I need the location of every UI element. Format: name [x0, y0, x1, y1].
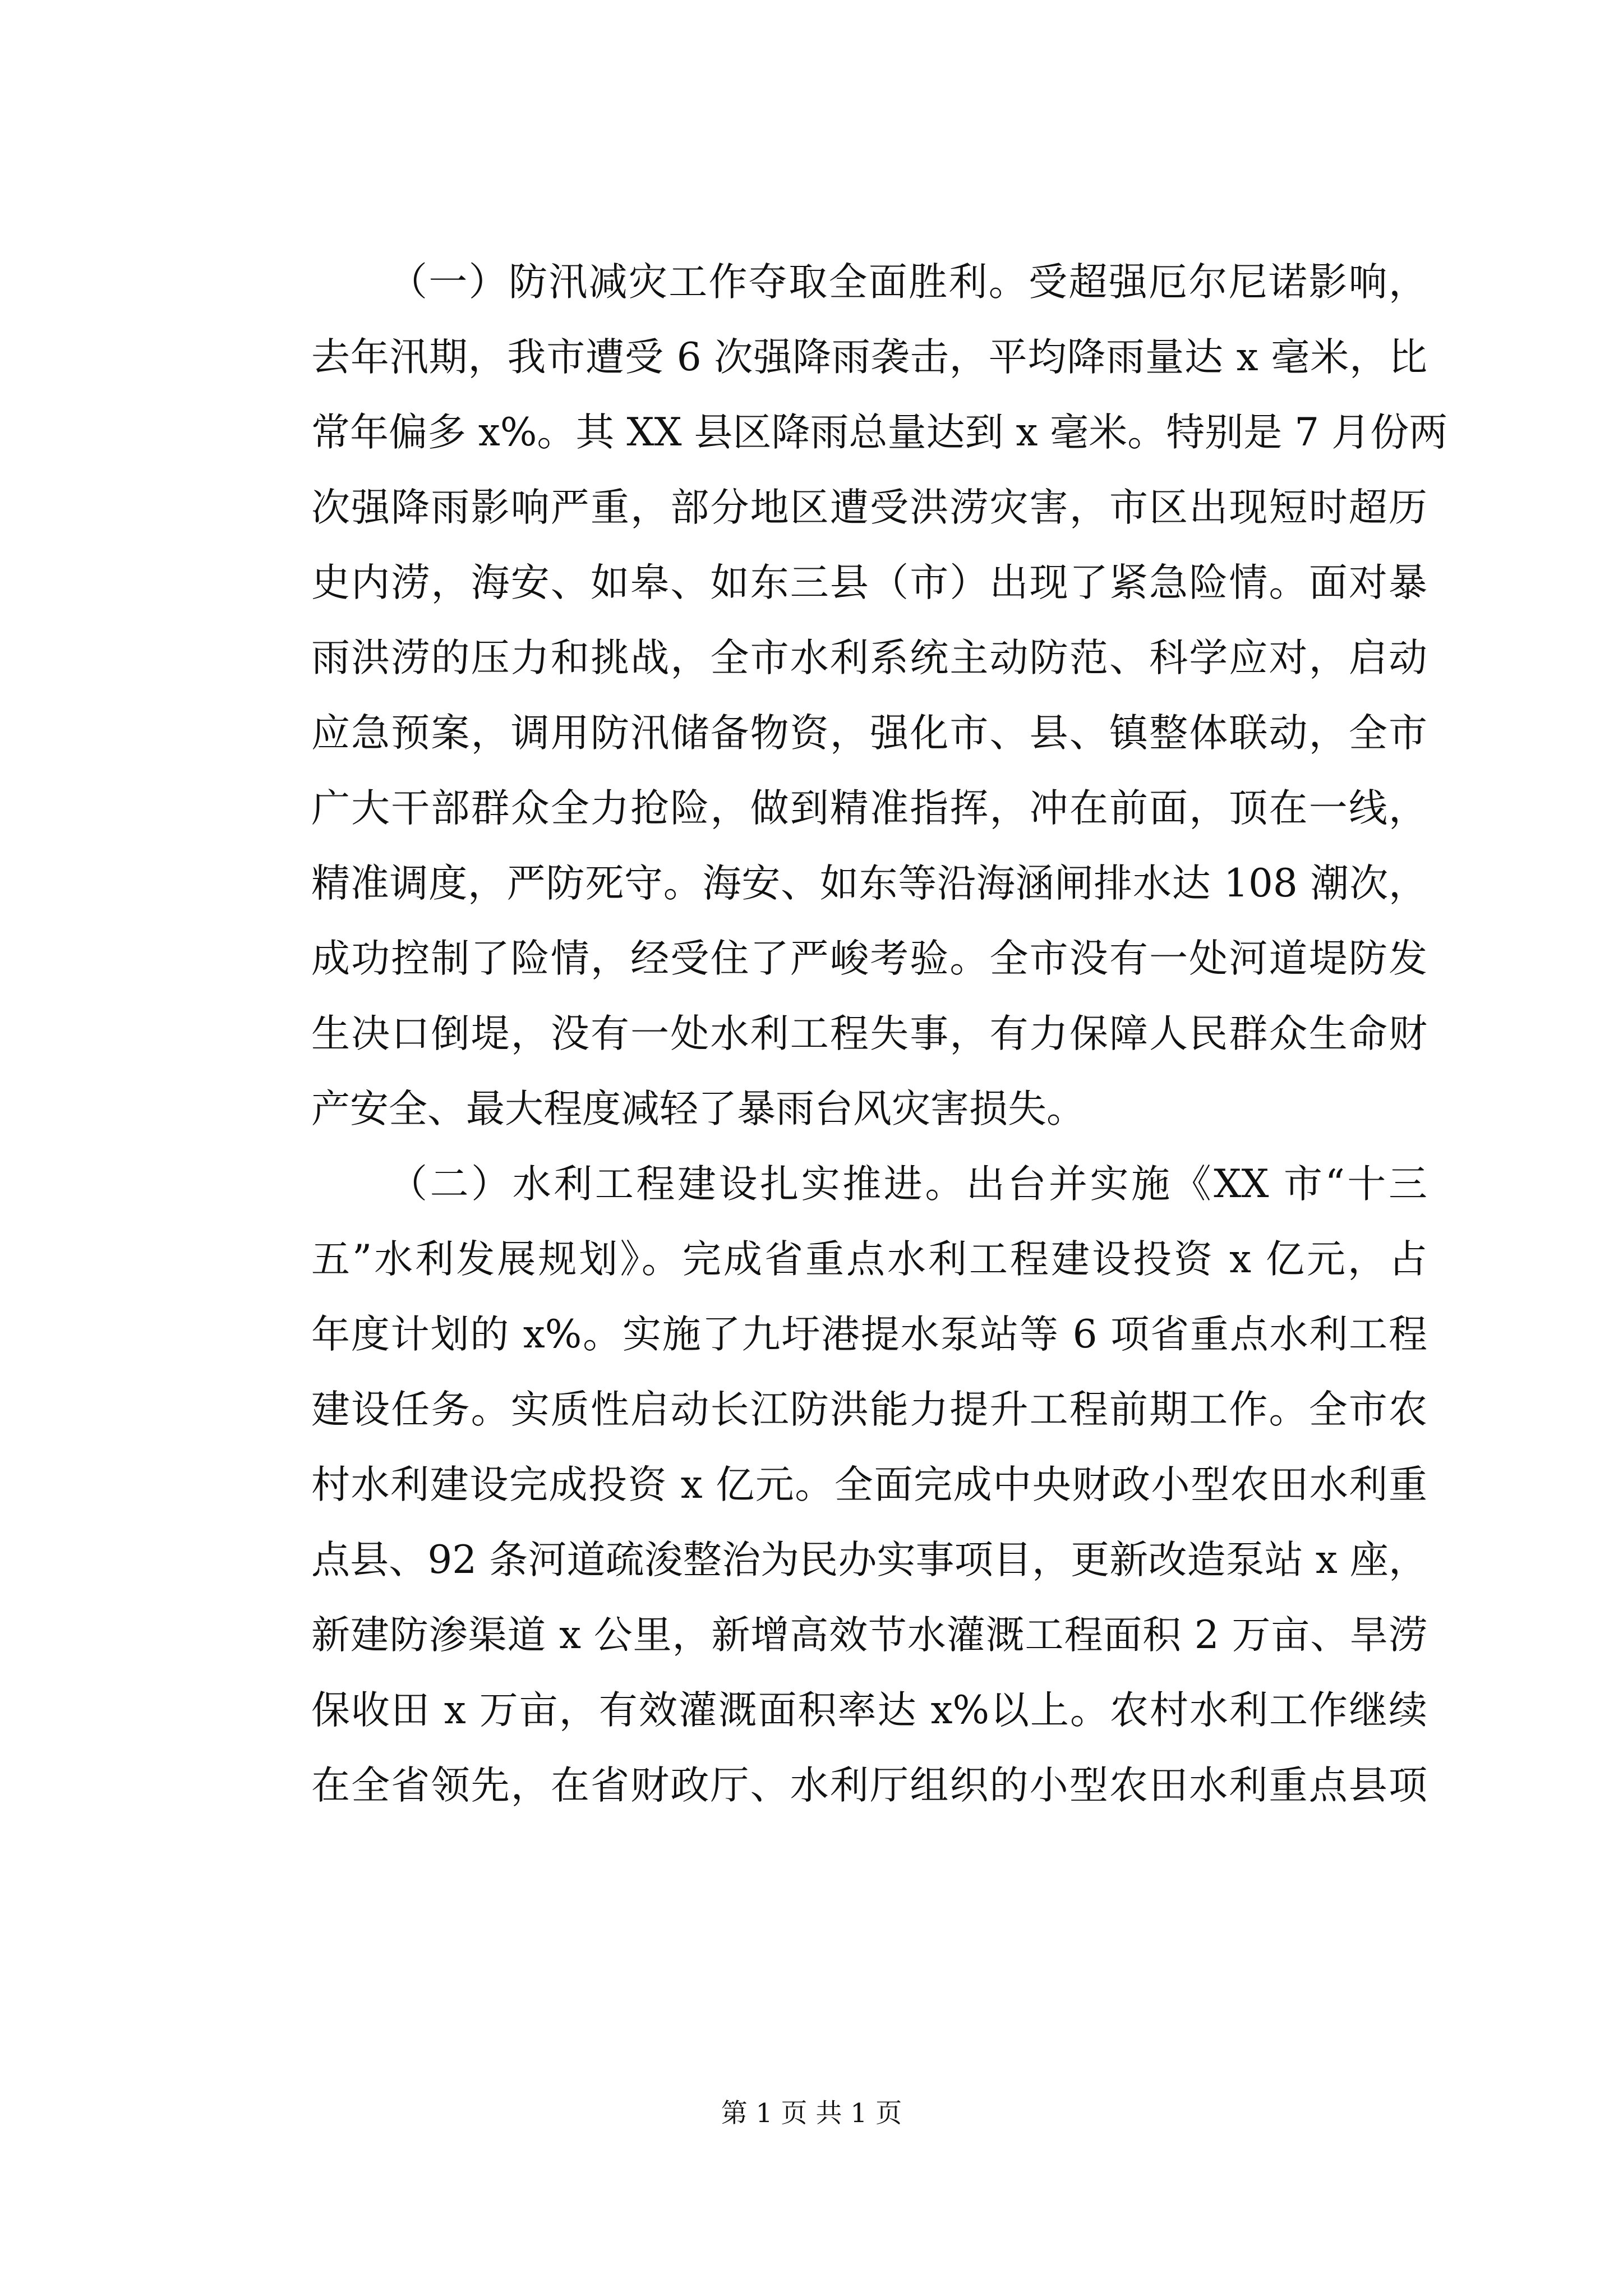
paragraph-line: （一）防汛减灾工作夺取全面胜利。受超强厄尔尼诺影响，: [389, 260, 1427, 305]
page-footer: 第 1 页 共 1 页: [721, 2098, 902, 2129]
paragraph-line: 生决口倒堤，没有一处水利工程失事，有力保障人民群众生命财: [311, 1011, 1427, 1056]
paragraph-line: 雨洪涝的压力和挑战，全市水利系统主动防范、科学应对，启动: [311, 636, 1427, 680]
document-body: [311, 245, 1448, 1823]
paragraph-line: 史内涝，海安、如皋、如东三县（市）出现了紧急险情。面对暴: [311, 560, 1427, 605]
paragraph-line: 次强降雨影响严重，部分地区遭受洪涝灾害，市区出现短时超历: [311, 485, 1427, 530]
paragraph-line: 保收田 x 万亩，有效灌溉面积率达 x%以上。农村水利工作继续: [311, 1688, 1427, 1733]
paragraph-line: 精准调度，严防死守。海安、如东等沿海涵闸排水达 108 潮次，: [311, 861, 1427, 906]
paragraph-line: 产安全、最大程度减轻了暴雨台风灾害损失。: [311, 1087, 1085, 1131]
paragraph-line: 建设任务。实质性启动长江防洪能力提升工程前期工作。全市农: [311, 1387, 1427, 1432]
paragraph-line: 广大干部群众全力抢险，做到精准指挥，冲在前面，顶在一线，: [311, 786, 1427, 831]
paragraph-line: 点县、92 条河道疏浚整治为民办实事项目，更新改造泵站 x 座，: [311, 1538, 1427, 1582]
paragraph-1: [311, 245, 1448, 1147]
paragraph-line: 村水利建设完成投资 x 亿元。全面完成中央财政小型农田水利重: [311, 1462, 1427, 1507]
paragraph-line: 新建防渗渠道 x 公里，新增高效节水灌溉工程面积 2 万亩、旱涝: [311, 1613, 1427, 1658]
paragraph-line: 五”水利发展规划》。完成省重点水利工程建设投资 x 亿元，占: [311, 1237, 1427, 1282]
paragraph-line: 成功控制了险情，经受住了严峻考验。全市没有一处河道堤防发: [311, 936, 1427, 981]
paragraph-line: （二）水利工程建设扎实推进。出台并实施《XX 市“十三: [389, 1162, 1427, 1207]
paragraph-line: 在全省领先，在省财政厅、水利厅组织的小型农田水利重点县项: [311, 1763, 1427, 1808]
paragraph-line: 年度计划的 x%。实施了九圩港提水泵站等 6 项省重点水利工程: [311, 1312, 1427, 1357]
paragraph-line: 常年偏多 x%。其 XX 县区降雨总量达到 x 毫米。特别是 7 月份两: [311, 410, 1448, 455]
paragraph-line: 应急预案，调用防汛储备物资，强化市、县、镇整体联动，全市: [311, 711, 1427, 756]
paragraph-line: 去年汛期，我市遭受 6 次强降雨袭击，平均降雨量达 x 毫米，比: [311, 335, 1427, 380]
paragraph-2: [311, 1147, 1427, 1823]
